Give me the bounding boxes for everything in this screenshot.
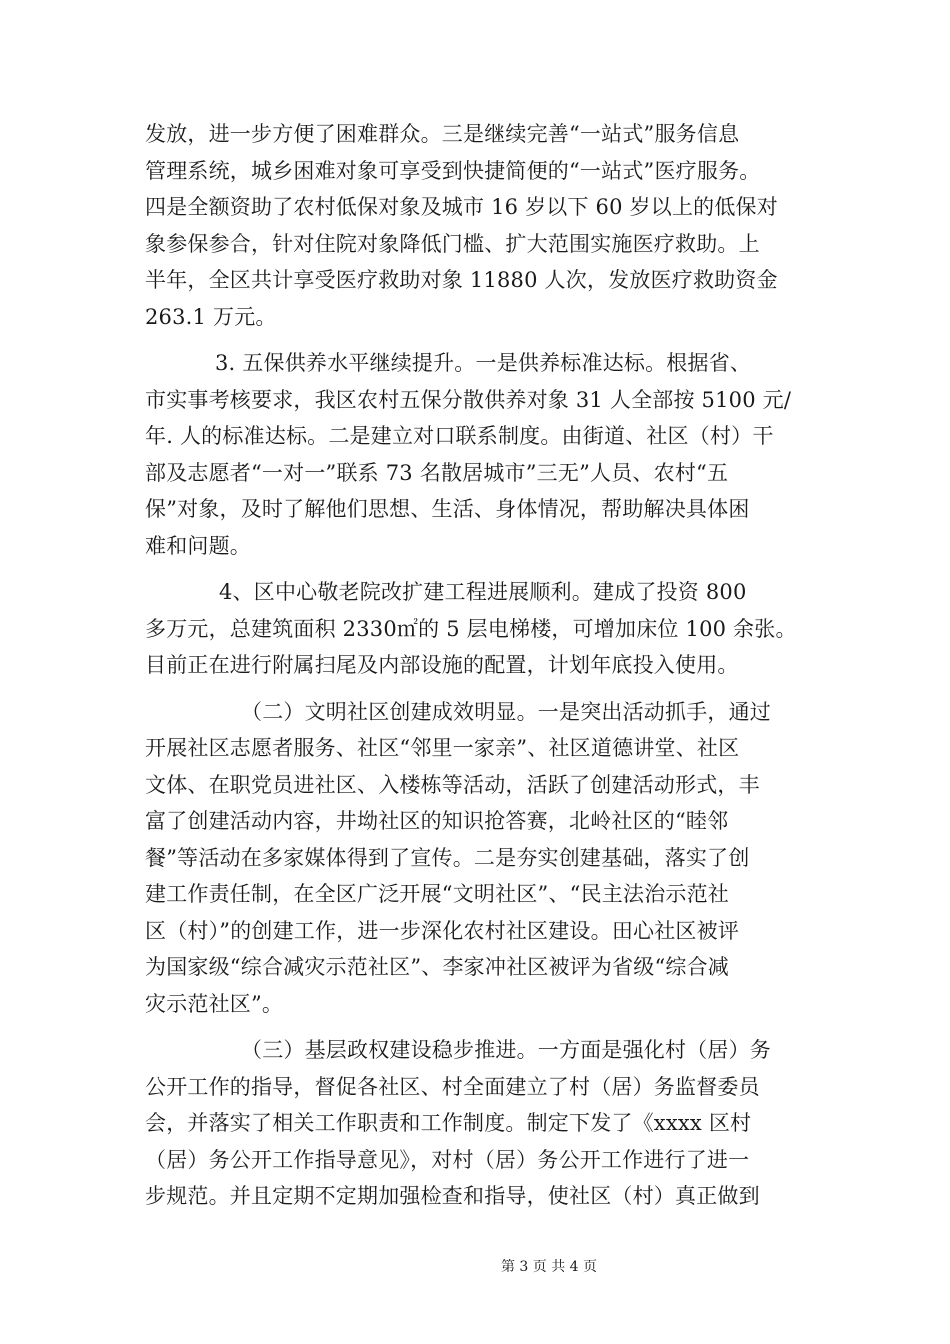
text-line: 富了创建活动内容，井坳社区的知识抢答赛，北岭社区的“睦邻 xyxy=(145,809,729,833)
text-line: 开展社区志愿者服务、社区“邻里一家亲”、社区道德讲堂、社区 xyxy=(145,736,740,760)
text-line: 部及志愿者“一对一”联系 73 名散居城市”三无”人员、农村“五 xyxy=(145,460,729,485)
text-line: 年. 人的标准达标。二是建立对口联系制度。由街道、社区（村）干 xyxy=(145,424,774,448)
paragraph-grassroots-governance xyxy=(145,1032,825,1215)
text-line: 目前正在进行附属扫尾及内部设施的配置，计划年底投入使用。 xyxy=(145,653,739,677)
text-line: （三）基层政权建设稳步推进。一方面是强化村（居）务 xyxy=(241,1038,771,1062)
text-line: 灾示范社区”。 xyxy=(145,991,284,1016)
text-line: 263.1 万元。 xyxy=(145,304,277,329)
page-footer xyxy=(0,1256,950,1276)
text-line: 3. 五保供养水平继续提升。一是供养标准达标。根据省、 xyxy=(215,351,752,375)
text-line: 为国家级“综合减灾示范社区”、李家冲社区被评为省级“综合减 xyxy=(145,955,730,979)
document-body xyxy=(145,116,825,1225)
text-line: 半年，全区共计享受医疗救助对象 11880 人次，发放医疗救助资金 xyxy=(145,268,778,292)
text-line: 发放，进一步方便了困难群众。三是继续完善“一站式”服务信息 xyxy=(145,122,740,146)
page-number: 第 3 页 共 4 页 xyxy=(500,1259,598,1275)
text-line: 4、区中心敬老院改扩建工程进展顺利。建成了投资 800 xyxy=(219,580,747,604)
paragraph-medical-aid xyxy=(145,116,825,335)
text-line: 区（村）”的创建工作，进一步深化农村社区建设。田心社区被评 xyxy=(145,918,740,943)
text-line: 建工作责任制，在全区广泛开展“文明社区”、“民主法治示范社 xyxy=(145,882,730,906)
text-line: 餐”等活动在多家媒体得到了宣传。二是夯实创建基础，落实了创 xyxy=(145,845,750,870)
text-line: 会，并落实了相关工作职责和工作制度。制定下发了《xxxx 区村 xyxy=(145,1111,752,1135)
text-line: 四是全额资助了农村低保对象及城市 16 岁以下 60 岁以上的低保对 xyxy=(145,195,778,219)
text-line: 多万元，总建筑面积 2330㎡的 5 层电梯楼，可增加床位 100 余张。 xyxy=(145,616,797,641)
text-line: 管理系统，城乡困难对象可享受到快捷简便的“一站式”医疗服务。 xyxy=(145,158,761,183)
paragraph-five-guarantees xyxy=(145,345,825,564)
text-line: （二）文明社区创建成效明显。一是突出活动抓手，通过 xyxy=(241,699,771,724)
paragraph-nursing-home xyxy=(145,574,825,684)
text-line: 步规范。并且定期不定期加强检查和指导，使社区（村）真正做到 xyxy=(145,1184,760,1208)
text-line: 文体、在职党员进社区、入楼栋等活动，活跃了创建活动形式，丰 xyxy=(145,772,760,797)
text-line: 象参保参合，针对住院对象降低门槛、扩大范围实施医疗救助。上 xyxy=(145,231,760,256)
text-line: 市实事考核要求，我区农村五保分散供养对象 31 人全部按 5100 元/ xyxy=(145,387,792,412)
text-line: 难和问题。 xyxy=(145,533,251,558)
text-line: 公开工作的指导，督促各社区、村全面建立了村（居）务监督委员 xyxy=(145,1074,760,1099)
paragraph-civilized-community xyxy=(145,694,825,1023)
text-line: 保”对象，及时了解他们思想、生活、身体情况，帮助解决具体困 xyxy=(145,497,750,521)
text-line: （居）务公开工作指导意见》，对村（居）务公开工作进行了进一 xyxy=(145,1147,750,1172)
